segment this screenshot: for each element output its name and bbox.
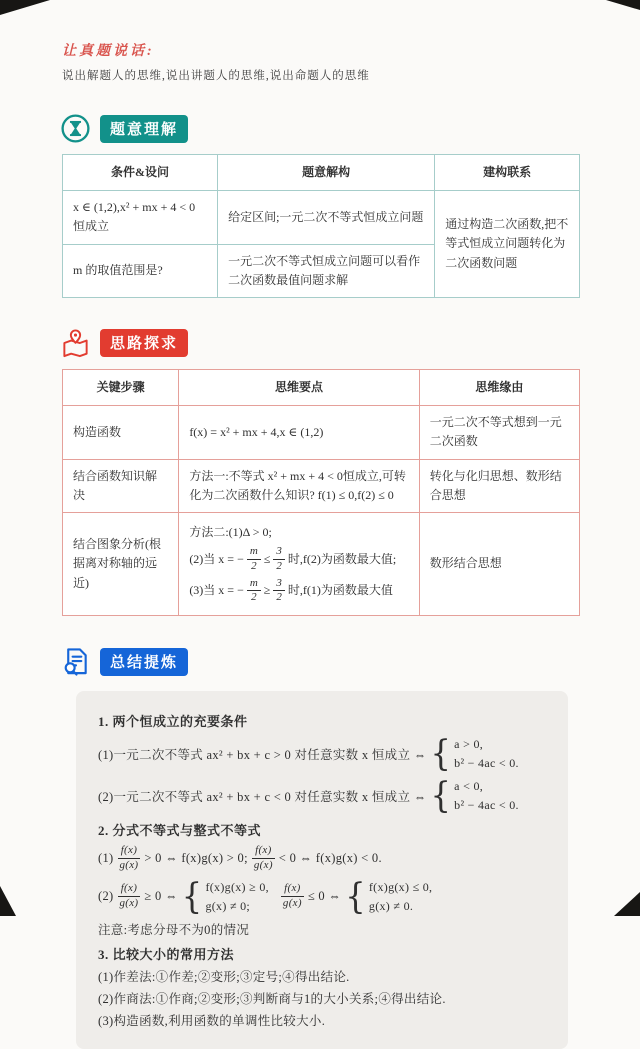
page-subtitle: 说出解题人的思维,说出讲题人的思维,说出命题人的思维 (62, 70, 370, 82)
formula-text: > 0 ⇔ f(x)g(x) > 0; (144, 851, 248, 866)
method2-line1: 方法二:(1)Δ > 0; (189, 524, 272, 539)
fraction: $\frac{f(x)}{g(x)}$ (119, 882, 139, 910)
case-line: b² − 4ac < 0. (454, 797, 519, 812)
summary-method-line: (2)作商法:①作商;②变形;③判断商与1的大小关系;④得出结论. (98, 992, 446, 1007)
fraction: $\frac{m}{2}$ (247, 545, 261, 574)
formula-text: 时,f(1)为函数最大值 (287, 583, 393, 598)
t2-r2c1: 结合函数知识解决 (63, 459, 179, 512)
summary-formula-1-2 (98, 773, 552, 817)
case-line: g(x) ≠ 0; (205, 898, 251, 913)
t1-header-connection: 建构联系 (435, 155, 580, 191)
method2-line3 (189, 577, 408, 606)
section-comprehension-header (60, 113, 580, 144)
case-line: a < 0, (454, 779, 484, 794)
page-header (62, 40, 580, 83)
brace-glyph: { (430, 731, 452, 775)
summary-formula-2-2 (98, 874, 552, 918)
t1-r1c2: 给定区间;一元二次不等式恒成立问题 (218, 191, 435, 244)
exploration-table (62, 369, 580, 616)
formula-text: (2)一元二次不等式 ax² + bx + c < 0 对任意实数 x 恒成立 ⇔ (98, 789, 427, 804)
summary-method-line: (3)构造函数,利用函数的单调性比较大小. (98, 1014, 326, 1029)
summary-item1-title: 1. 两个恒成立的充要条件 (98, 714, 248, 730)
t2-r1c1: 构造函数 (63, 406, 179, 459)
t2-header-point: 思维要点 (179, 369, 419, 405)
formula-text: ≤ (263, 551, 271, 566)
case-line: b² − 4ac < 0. (454, 755, 519, 770)
formula-text: (1)一元二次不等式 ax² + bx + c > 0 对任意实数 x 恒成立 ⇔ (98, 747, 427, 762)
table-header-row (63, 369, 580, 405)
fraction: $\frac{f(x)}{g(x)}$ (253, 844, 273, 872)
t1-r2c2: 一元二次不等式恒成立问题可以看作二次函数最值问题求解 (218, 244, 435, 297)
t2-r3c1: 结合图象分析(根据离对称轴的远近) (63, 512, 179, 615)
formula-text: (2) (98, 889, 114, 904)
formula-text: (1) (98, 851, 114, 866)
section-summary-header (60, 646, 580, 677)
t2-r3c2 (179, 512, 419, 615)
t2-header-step: 关键步骤 (63, 369, 179, 405)
hourglass-icon (60, 113, 91, 144)
formula-text: (3)当 x = − (189, 583, 244, 598)
t1-r1c1: x ∈ (1,2),x² + mx + 4 < 0恒成立 (63, 191, 218, 244)
badge-exploration: 思路探求 (100, 329, 188, 357)
t2-r3c3: 数形结合思想 (419, 512, 579, 615)
brace-glyph: { (345, 874, 366, 918)
fraction: $\frac{m}{2}$ (247, 577, 261, 606)
summary-item2-title: 2. 分式不等式与整式不等式 (98, 823, 262, 839)
t2-r1c3: 一元二次不等式想到一元二次函数 (419, 406, 579, 459)
table-header-row (63, 155, 580, 191)
t2-r1c2: f(x) = x² + mx + 4,x ∈ (1,2) (179, 406, 419, 459)
summary-item3-title: 3. 比较大小的常用方法 (98, 947, 235, 963)
t1-r1c3: 通过构造二次函数,把不等式恒成立问题转化为二次函数问题 (435, 191, 580, 298)
summary-method-line: (1)作差法:①作差;②变形;③定号;④得出结论. (98, 970, 350, 985)
fraction: $\frac{f(x)}{g(x)}$ (119, 844, 139, 872)
case-line: f(x)g(x) ≥ 0, (205, 879, 269, 894)
formula-text: < 0 ⇔ f(x)g(x) < 0. (278, 851, 382, 866)
cases-group (345, 874, 433, 918)
cases-group (181, 874, 269, 918)
case-line: g(x) ≠ 0. (368, 898, 414, 913)
case-line: f(x)g(x) ≤ 0, (368, 879, 433, 894)
formula-text: ≤ 0 ⇔ (307, 889, 342, 904)
t1-r2c1: m 的取值范围是? (63, 244, 218, 297)
section-exploration-header (60, 328, 580, 359)
page-title: 让真题说话: (62, 44, 155, 59)
brace-glyph: { (430, 773, 452, 817)
cases-group (430, 731, 519, 775)
summary-box (76, 691, 568, 1049)
summary-formula-2-1 (98, 844, 552, 873)
t2-r2c2: 方法一:不等式 x² + mx + 4 < 0恒成立,可转化为二次函数什么知识? f(1) ≤ 0,f(2) ≤ 0 (179, 459, 419, 512)
fraction: $\frac{3}{2}$ (273, 545, 285, 574)
fraction: $\frac{3}{2}$ (273, 577, 285, 606)
t2-r2c3: 转化与化归思想、数形结合思想 (419, 459, 579, 512)
formula-text: (2)当 x = − (189, 551, 244, 566)
badge-summary: 总结提炼 (100, 648, 188, 676)
map-pin-icon (60, 328, 91, 359)
document-search-icon (60, 646, 91, 677)
method2-line2 (189, 545, 408, 574)
badge-comprehension: 题意理解 (100, 115, 188, 143)
table-row (63, 191, 580, 244)
t1-header-deconstruct: 题意解构 (218, 155, 435, 191)
t2-header-reason: 思维缘由 (419, 369, 579, 405)
summary-formula-1-1 (98, 731, 552, 775)
summary-note: 注意:考虑分母不为0的情况 (98, 923, 250, 938)
fraction: $\frac{f(x)}{g(x)}$ (282, 882, 302, 910)
brace-glyph: { (181, 874, 203, 918)
table-row (63, 406, 580, 459)
table-row (63, 512, 580, 615)
t1-header-condition: 条件&设问 (63, 155, 218, 191)
formula-text: ≥ 0 ⇔ (144, 889, 178, 904)
cases-group (430, 773, 519, 817)
formula-text: 时,f(2)为函数最大值; (287, 551, 397, 566)
case-line: a > 0, (454, 737, 484, 752)
table-row (63, 459, 580, 512)
formula-text: ≥ (263, 583, 271, 598)
comprehension-table (62, 154, 580, 298)
